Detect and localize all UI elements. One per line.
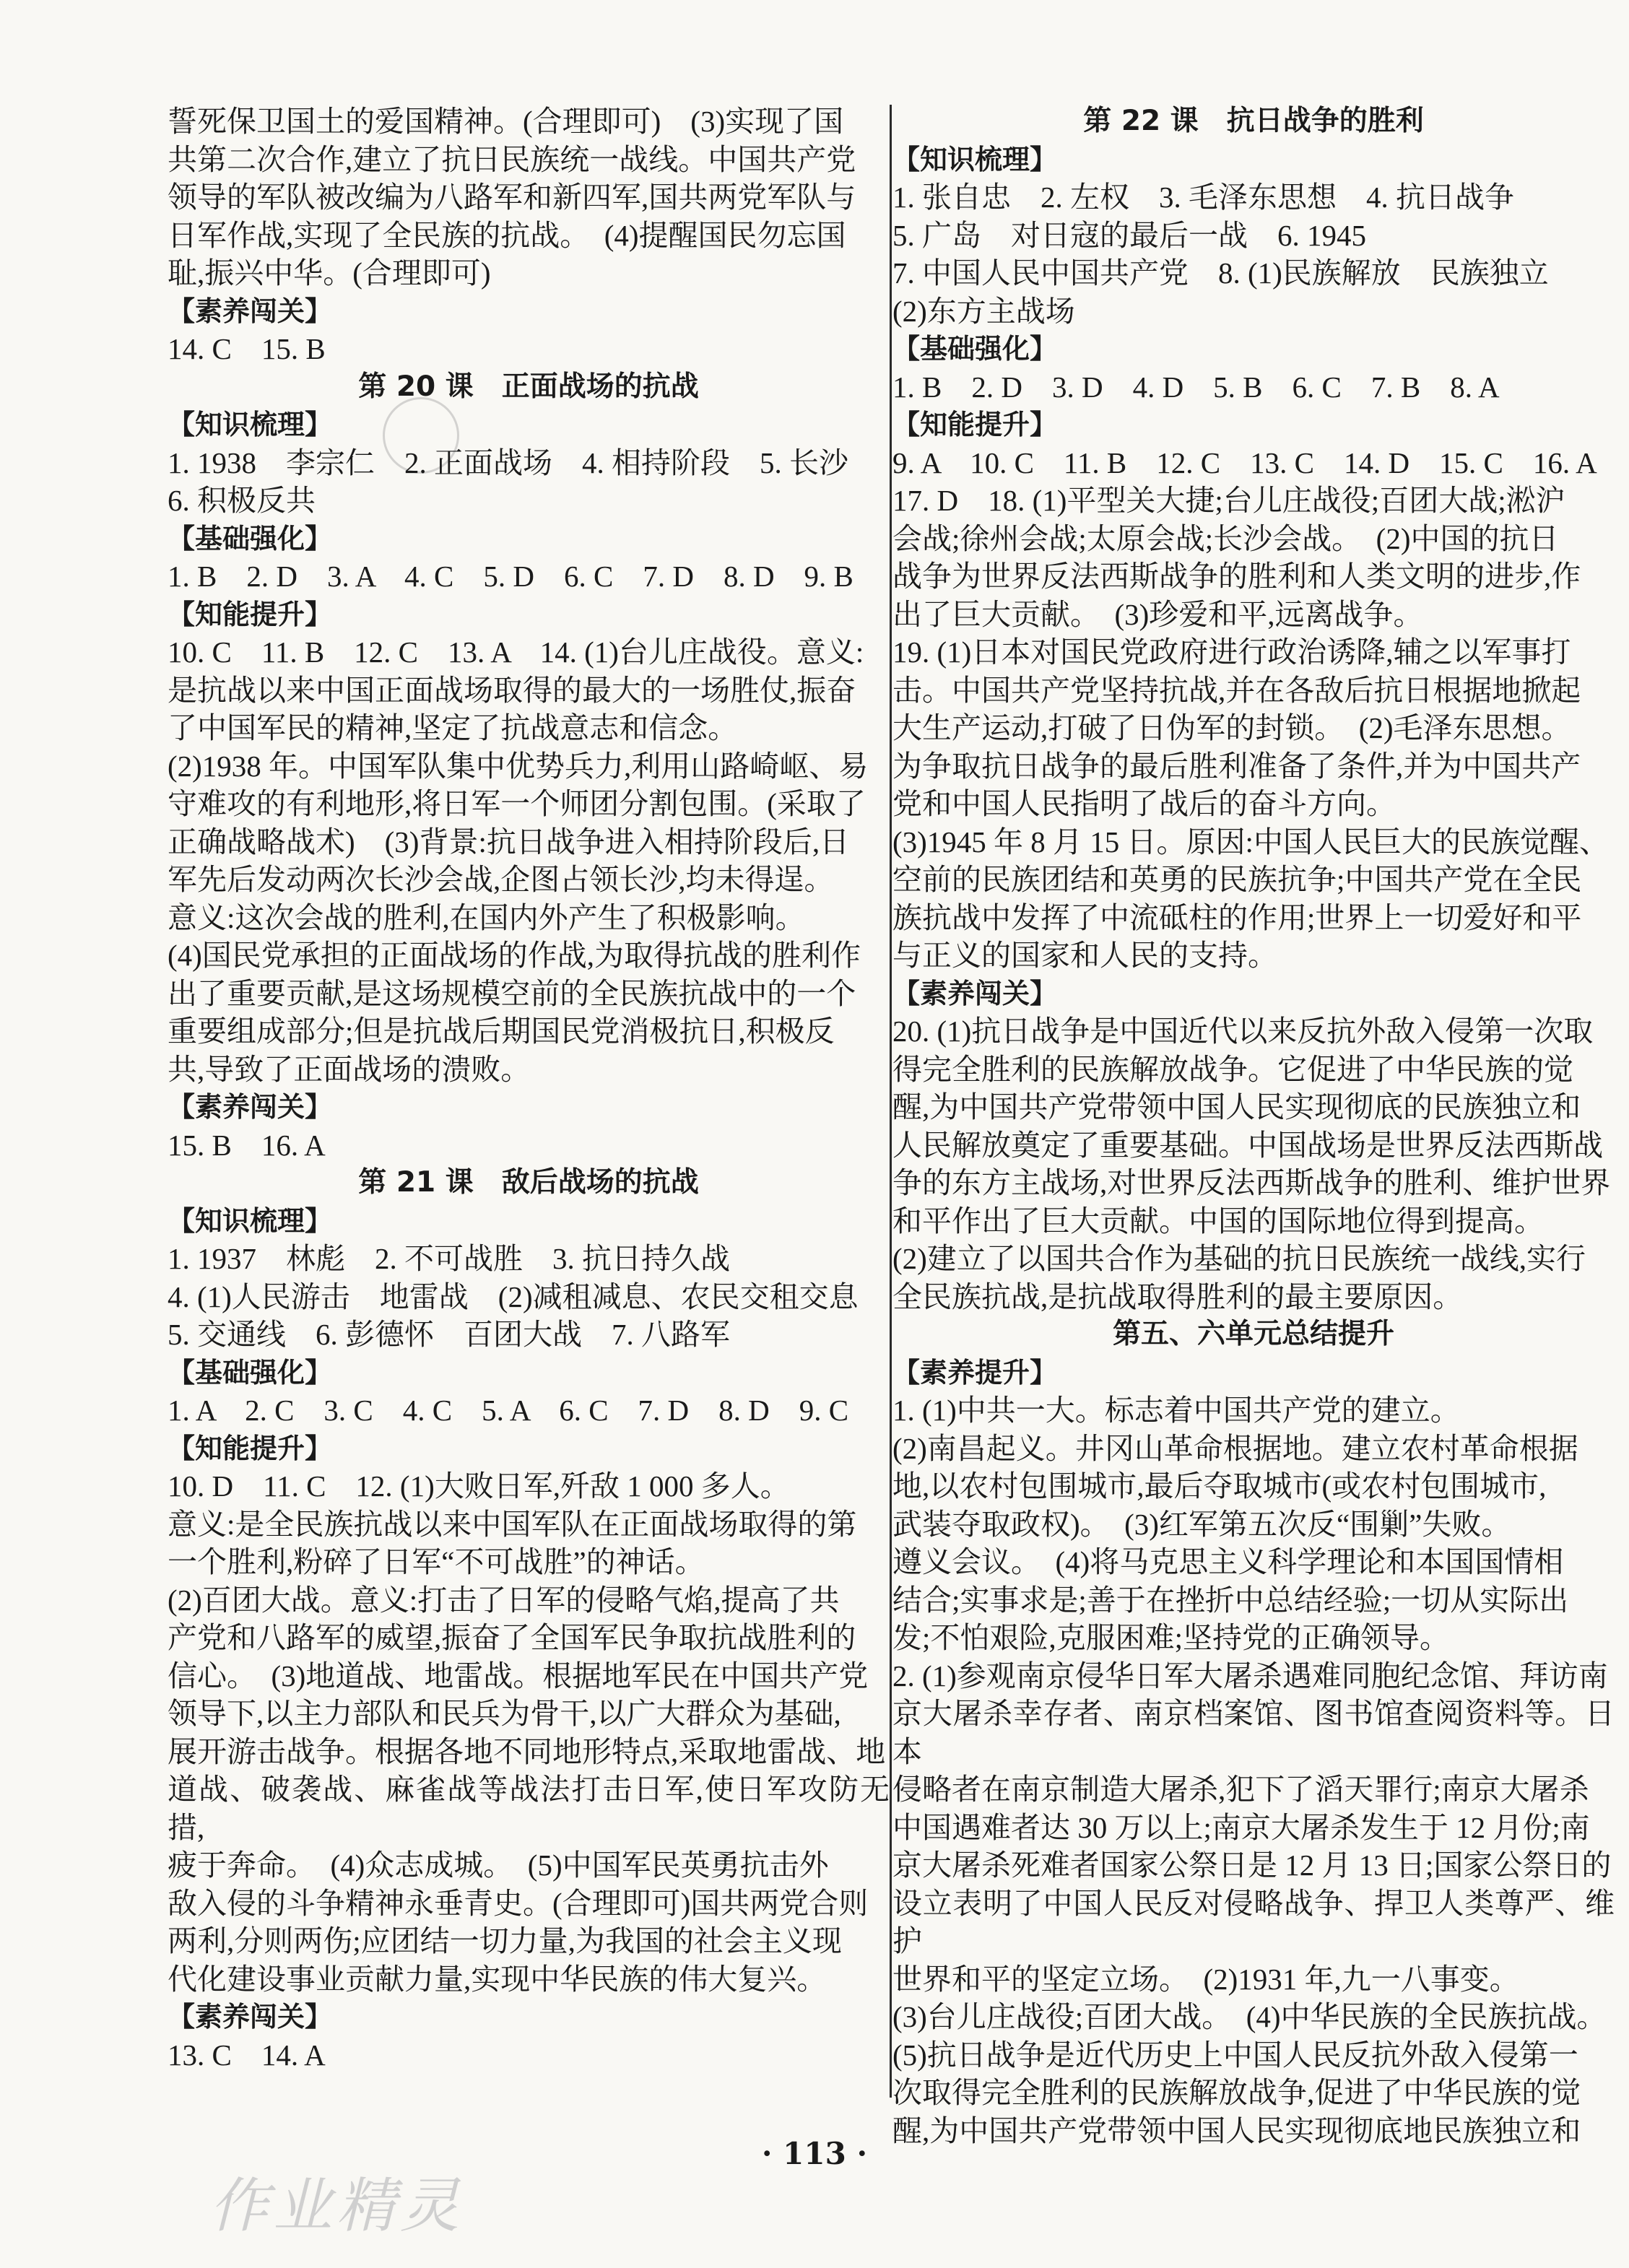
section-heading: 【知能提升】 xyxy=(168,1432,333,1464)
answer-line: 重要组成部分;但是抗战后期国民党消极抗日,积极反 xyxy=(168,1014,835,1048)
section-heading: 【基础强化】 xyxy=(168,522,333,555)
answer-line: 10. D 11. C 12. (1)大败日军,歼敌 1 000 多人。 xyxy=(168,1469,790,1503)
lesson-title: 第 22 课 抗日战争的胜利 xyxy=(1083,105,1424,137)
answer-line: 武装夺取政权)。 (3)红军第五次反“围剿”失败。 xyxy=(892,1507,1511,1541)
answer-line: 产党和八路军的威望,振奋了全国军民争取抗战胜利的 xyxy=(168,1621,856,1654)
answer-line: 次取得完全胜利的民族解放战争,促进了中华民族的觉 xyxy=(892,2076,1581,2109)
answer-line: 20. (1)抗日战争是中国近代以来反抗外敌入侵第一次取 xyxy=(892,1014,1594,1048)
answer-line: 中国遇难者达 30 万以上;南京大屠杀发生于 12 月份;南 xyxy=(892,1810,1590,1844)
answer-line: 敌入侵的斗争精神永垂青史。(合理即可)国共两党合则 xyxy=(168,1886,869,1920)
answer-line: 是抗战以来中国正面战场取得的最大的一场胜仗,振奋 xyxy=(168,673,856,707)
answer-line: (2)东方主战场 xyxy=(892,294,1075,328)
answer-line: 展开游击战争。根据各地不同地形特点,采取地雷战、地 xyxy=(168,1734,886,1768)
answer-line: 5. 交通线 6. 彭德怀 百团大战 7. 八路军 xyxy=(168,1318,730,1351)
answer-line: 全民族抗战,是抗战取得胜利的最主要原因。 xyxy=(892,1279,1463,1313)
answer-line: (3)1945 年 8 月 15 日。原因:中国人民巨大的民族觉醒、 xyxy=(892,825,1609,859)
section-heading: 【素养闯关】 xyxy=(168,295,333,327)
answer-line: 醒,为中国共产党带领中国人民实现彻底的民族独立和 xyxy=(892,1090,1581,1124)
answer-line: 领导的军队被改编为八路军和新四军,国共两党军队与 xyxy=(168,181,856,214)
answer-line: (2)建立了以国共合作为基础的抗日民族统一战线,实行 xyxy=(892,1242,1586,1275)
answer-line: 道战、破袭战、麻雀战等战法打击日军,使日军攻防无措, xyxy=(168,1773,890,1844)
answer-line: 了中国军民的精神,坚定了抗战意志和信念。 xyxy=(168,711,738,744)
answer-line: 1. (1)中共一大。标志着中国共产党的建立。 xyxy=(892,1394,1460,1427)
section-heading: 【素养提升】 xyxy=(892,1356,1058,1389)
answer-line: 7. 中国人民中国共产党 8. (1)民族解放 民族独立 xyxy=(892,256,1549,290)
answer-line: 19. (1)日本对国民党政府进行政治诱降,辅之以军事打 xyxy=(892,635,1571,669)
answer-line: 世界和平的坚定立场。 (2)1931 年,九一八事变。 xyxy=(892,1962,1519,1996)
answer-line: 1. 张自忠 2. 左权 3. 毛泽东思想 4. 抗日战争 xyxy=(892,181,1514,214)
answer-line: 为争取抗日战争的最后胜利准备了条件,并为中国共产 xyxy=(892,749,1581,783)
answer-line: 人民解放奠定了重要基础。中国战场是世界反法西斯战 xyxy=(892,1128,1603,1162)
answer-line: 4. (1)人民游击 地雷战 (2)减租减息、农民交租交息 xyxy=(168,1279,859,1313)
answer-line: 会战;徐州会战;太原会战;长沙会战。 (2)中国的抗日 xyxy=(892,521,1559,555)
answer-line: 17. D 18. (1)平型关大捷;台儿庄战役;百团大战;淞沪 xyxy=(892,484,1565,517)
answer-line: (2)1938 年。中国军队集中优势兵力,利用山路崎岖、易 xyxy=(168,749,869,783)
answer-line: 1. B 2. D 3. D 4. D 5. B 6. C 7. B 8. A xyxy=(892,370,1500,404)
section-heading: 【素养闯关】 xyxy=(892,977,1058,1009)
answer-line: 正确战略战术) (3)背景:抗日战争进入相持阶段后,日 xyxy=(168,825,850,859)
answer-line: 大生产运动,打破了日伪军的封锁。 (2)毛泽东思想。 xyxy=(892,711,1571,744)
answer-line: 党和中国人民指明了战后的奋斗方向。 xyxy=(892,787,1396,820)
section-heading: 【知能提升】 xyxy=(168,598,333,630)
answer-line: 1. 1937 林彪 2. 不可战胜 3. 抗日持久战 xyxy=(168,1242,730,1275)
answer-line: 侵略者在南京制造大屠杀,犯下了滔天罪行;南京大屠杀 xyxy=(892,1773,1589,1806)
section-heading: 【素养闯关】 xyxy=(168,1091,333,1123)
answer-line: (4)国民党承担的正面战场的作战,为取得抗战的胜利作 xyxy=(168,939,861,972)
left-column xyxy=(168,103,890,2074)
answer-line: (5)抗日战争是近代历史上中国人民反抗外敌入侵第一 xyxy=(892,2038,1578,2072)
answer-line: 出了巨大贡献。 (3)珍爱和平,远离战争。 xyxy=(892,597,1423,631)
answer-line: 战争为世界反法西斯战争的胜利和人类文明的进步,作 xyxy=(892,560,1581,593)
section-heading: 【基础强化】 xyxy=(168,1356,333,1389)
answer-line: 15. B 16. A xyxy=(168,1128,326,1162)
answer-line: 击。中国共产党坚持抗战,并在各敌后抗日根据地掀起 xyxy=(892,673,1581,707)
answer-line: 领导下,以主力部队和民兵为骨干,以广大群众为基础, xyxy=(168,1697,841,1730)
lesson-title: 第 20 课 正面战场的抗战 xyxy=(358,370,699,403)
answer-line: (3)台儿庄战役;百团大战。 (4)中华民族的全民族抗战。 xyxy=(892,2000,1607,2033)
answer-line: 争的东方主战场,对世界反法西斯战争的胜利、维护世界 xyxy=(892,1166,1611,1199)
page-number: · 113 · xyxy=(761,2136,868,2171)
answer-line: 共,导致了正面战场的溃败。 xyxy=(168,1052,531,1086)
answer-line: 1. B 2. D 3. A 4. C 5. D 6. C 7. D 8. D 9. B xyxy=(168,560,853,593)
answer-line: (2)南昌起义。井冈山革命根据地。建立农村革命根据 xyxy=(892,1431,1578,1465)
answer-line: 军先后发动两次长沙会战,企图占领长沙,均未得逞。 xyxy=(168,863,834,896)
answer-line: 设立表明了中国人民反对侵略战争、捍卫人类尊严、维护 xyxy=(892,1886,1615,1958)
answer-line: 京大屠杀幸存者、南京档案馆、图书馆查阅资料等。日本 xyxy=(892,1697,1615,1768)
answer-line: 出了重要贡献,是这场规模空前的全民族抗战中的一个 xyxy=(168,976,856,1010)
lesson-title: 第 21 课 敌后战场的抗战 xyxy=(358,1166,699,1199)
section-heading: 【素养闯关】 xyxy=(168,2001,333,2033)
answer-line: 空前的民族团结和英勇的民族抗争;中国共产党在全民 xyxy=(892,863,1582,896)
answer-line: 13. C 14. A xyxy=(168,2038,326,2072)
section-heading: 【知识梳理】 xyxy=(892,143,1058,175)
answer-line: 信心。 (3)地道战、地雷战。根据地军民在中国共产党 xyxy=(168,1659,869,1693)
section-heading: 【知识梳理】 xyxy=(168,1204,333,1237)
answer-line: 地,以农村包围城市,最后夺取城市(或农村包围城市, xyxy=(892,1469,1547,1503)
answer-line: 耻,振兴中华。(合理即可) xyxy=(168,256,491,290)
lesson-title: 第五、六单元总结提升 xyxy=(1112,1318,1394,1350)
answer-line: (2)百团大战。意义:打击了日军的侵略气焰,提高了共 xyxy=(168,1583,840,1617)
answer-line: 遵义会议。 (4)将马克思主义科学理论和本国国情相 xyxy=(892,1545,1564,1578)
answer-line: 一个胜利,粉碎了日军“不可战胜”的神话。 xyxy=(168,1545,705,1578)
answer-line: 意义:这次会战的胜利,在国内外产生了积极影响。 xyxy=(168,900,805,934)
answer-line: 10. C 11. B 12. C 13. A 14. (1)台儿庄战役。意义: xyxy=(168,635,864,669)
answer-line: 守难攻的有利地形,将日军一个师团分割包围。(采取了 xyxy=(168,787,866,820)
answer-line: 5. 广岛 对日寇的最后一战 6. 1945 xyxy=(892,218,1366,252)
answer-line: 代化建设事业贡献力量,实现中华民族的伟大复兴。 xyxy=(168,1962,827,1996)
right-column xyxy=(892,103,1615,2150)
answer-line: 共第二次合作,建立了抗日民族统一战线。中国共产党 xyxy=(168,142,856,176)
watermark: 作业精灵 xyxy=(209,2172,464,2241)
answer-line: 14. C 15. B xyxy=(168,332,326,365)
section-heading: 【基础强化】 xyxy=(892,333,1058,365)
answer-line: 誓死保卫国土的爱国精神。(合理即可) (3)实现了国 xyxy=(168,105,844,138)
answer-line: 日军作战,实现了全民族的抗战。 (4)提醒国民勿忘国 xyxy=(168,218,846,252)
section-heading: 【知识梳理】 xyxy=(168,409,333,440)
answer-line: 得完全胜利的民族解放战争。它促进了中华民族的觉 xyxy=(892,1052,1573,1086)
answer-line: 6. 积极反共 xyxy=(168,484,316,517)
answer-line: 9. A 10. C 11. B 12. C 13. C 14. D 15. C 16. A xyxy=(892,446,1597,479)
answer-line: 意义:是全民族抗战以来中国军队在正面战场取得的第 xyxy=(168,1507,857,1541)
answer-line: 与正义的国家和人民的支持。 xyxy=(892,939,1277,972)
answer-line: 2. (1)参观南京侵华日军大屠杀遇难同胞纪念馆、拜访南 xyxy=(892,1659,1608,1693)
answer-line: 醒,为中国共产党带领中国人民实现彻底地民族独立和 xyxy=(892,2113,1581,2147)
answer-line: 两利,分则两伤;应团结一切力量,为我国的社会主义现 xyxy=(168,1924,842,1958)
answer-line: 疲于奔命。 (4)众志成城。 (5)中国军民英勇抗击外 xyxy=(168,1848,829,1882)
answer-line: 1. A 2. C 3. C 4. C 5. A 6. C 7. D 8. D 9. C xyxy=(168,1394,849,1427)
column-divider xyxy=(890,105,892,2098)
answer-line: 1. 1938 李宗仁 2. 正面战场 4. 相持阶段 5. 长沙 xyxy=(168,446,848,479)
answer-line: 京大屠杀死难者国家公祭日是 12 月 13 日;国家公祭日的 xyxy=(892,1848,1612,1882)
answer-line: 结合;实事求是;善于在挫折中总结经验;一切从实际出 xyxy=(892,1583,1569,1617)
section-heading: 【知能提升】 xyxy=(892,409,1058,440)
answer-line: 族抗战中发挥了中流砥柱的作用;世界上一切爱好和平 xyxy=(892,900,1582,934)
answer-line: 发;不怕艰险,克服困难;坚持党的正确领导。 xyxy=(892,1621,1450,1654)
answer-line: 和平作出了巨大贡献。中国的国际地位得到提高。 xyxy=(892,1204,1544,1238)
